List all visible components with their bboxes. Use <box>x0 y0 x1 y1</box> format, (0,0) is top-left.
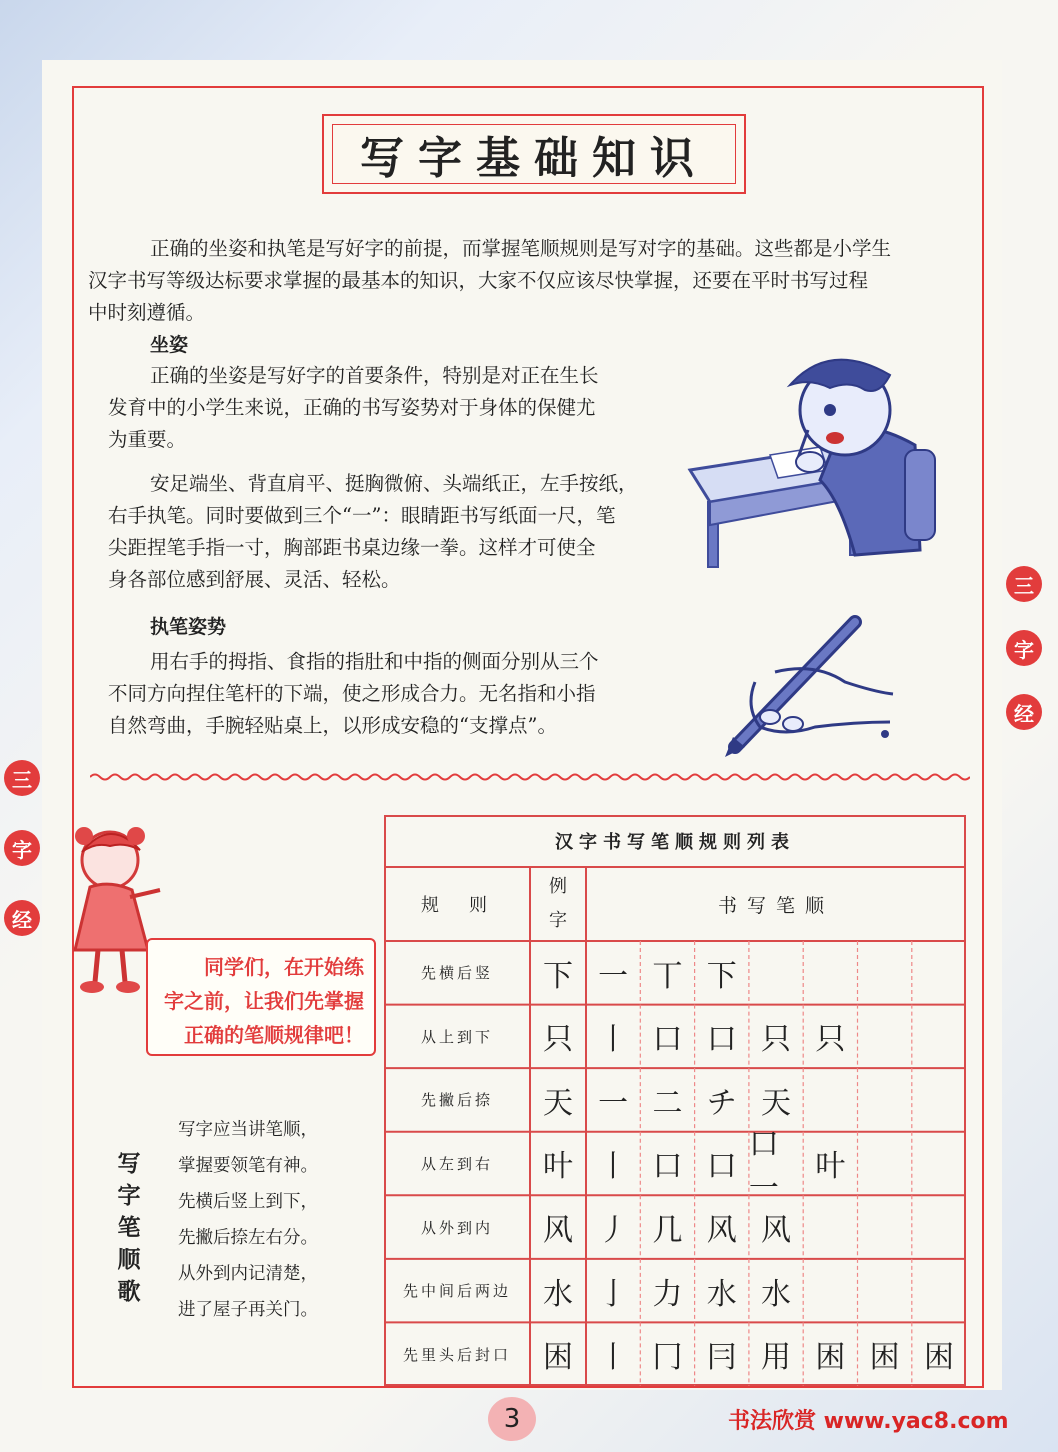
header-example <box>530 867 586 941</box>
stroke-step: 下 <box>706 958 737 994</box>
bubble-line-2: 字之前，让我们先掌握 <box>164 989 364 1013</box>
side-badge-san-right: 三 <box>1006 566 1042 602</box>
stroke-step: 水 <box>706 1276 737 1312</box>
pen-line-2: 不同方向捏住笔杆的下端，使之形成合力。无名指和小指 <box>108 682 596 705</box>
stroke-step: 口一 <box>748 1127 779 1207</box>
poem-line: 从外到内记清楚， <box>178 1264 318 1284</box>
poem-body <box>178 1112 318 1328</box>
stroke-step: 口 <box>652 1149 683 1185</box>
pen-line-3: 自然弯曲，手腕轻贴桌上，以形成安稳的“支撑点”。 <box>108 714 557 737</box>
side-badge-san-left: 三 <box>4 760 40 796</box>
pen-heading: 执笔姿势 <box>150 616 227 638</box>
side-badge-zi-right: 字 <box>1006 630 1042 666</box>
stroke-step: 丿 <box>598 1213 629 1249</box>
stroke-step: 叶 <box>815 1149 846 1185</box>
sitting-heading: 坐姿 <box>150 334 189 356</box>
sitting-p2-line-1: 安足端坐、背直肩平、挺胸微俯、头端纸正，左手按纸， <box>150 472 638 495</box>
stroke-step: 困 <box>869 1340 900 1376</box>
intro-line-2: 汉字书写等级达标要求掌握的最基本的知识，大家不仅应该尽快掌握，还要在平时书写过程 <box>88 269 869 292</box>
watermark: 书法欣赏 www.yac8.com <box>728 1409 1009 1434</box>
example-char: 下 <box>543 958 573 994</box>
sitting-p1-line-2: 发育中的小学生来说，正确的书写姿势对于身体的保健尤 <box>108 396 596 419</box>
stroke-step: 一 <box>598 958 629 994</box>
sitting-p2-line-3: 尖距捏笔手指一寸，胸部距书桌边缘一拳。这样才可使全 <box>108 536 596 559</box>
rule-label: 先里头后封口 <box>402 1345 511 1364</box>
stroke-step: 二 <box>652 1085 683 1121</box>
stroke-step: 丨 <box>598 1340 629 1376</box>
stroke-step: 口 <box>652 1022 683 1058</box>
stroke-step: 天 <box>761 1085 792 1121</box>
boy-writing-illustration <box>680 350 955 575</box>
poem-title <box>112 1148 146 1308</box>
stroke-step: 力 <box>652 1276 683 1312</box>
stroke-step: 水 <box>761 1276 792 1312</box>
stroke-step: 亅 <box>598 1276 629 1312</box>
stroke-step: 丨 <box>598 1149 629 1185</box>
poem-title-char: 笔 <box>117 1214 141 1241</box>
side-badge-zi-left: 字 <box>4 830 40 866</box>
stroke-step: 只 <box>761 1022 792 1058</box>
header-example-char: 例 <box>549 876 567 897</box>
rule-label: 从上到下 <box>420 1027 493 1046</box>
rule-label: 从外到内 <box>420 1218 493 1237</box>
poem-line: 先横后竖上到下， <box>178 1192 318 1212</box>
rule-label: 先中间后两边 <box>402 1282 511 1301</box>
stroke-step: 困 <box>923 1340 954 1376</box>
poem-title-char: 歌 <box>117 1278 141 1305</box>
stroke-step: 用 <box>761 1340 792 1376</box>
intro-line-1: 正确的坐姿和执笔是写好字的前提，而掌握笔顺规则是写对字的基础。这些都是小学生 <box>150 237 892 260</box>
wavy-divider <box>90 772 970 782</box>
table-title: 汉字书写笔顺规则列表 <box>555 832 795 853</box>
example-char: 叶 <box>543 1149 573 1185</box>
poem-title-char: 字 <box>117 1182 141 1209</box>
stroke-step: 冂 <box>652 1340 683 1376</box>
example-char: 困 <box>543 1340 573 1376</box>
stroke-step: 几 <box>652 1213 683 1249</box>
header-example-char: 字 <box>549 910 567 931</box>
intro-line-3: 中时刻遵循。 <box>88 301 206 324</box>
bubble-line-3: 正确的笔顺规律吧！ <box>184 1023 364 1047</box>
stroke-step: 丅 <box>652 958 683 994</box>
sitting-p2-line-2: 右手执笔。同时要做到三个“一”：眼睛距书写纸面一尺，笔 <box>108 504 616 527</box>
stroke-step: 冃 <box>706 1340 737 1376</box>
sitting-p1-line-3: 为重要。 <box>108 428 187 451</box>
rule-label: 先撇后捺 <box>420 1091 493 1110</box>
page-number: 3 <box>488 1397 536 1441</box>
stroke-step: 风 <box>706 1213 737 1249</box>
title-box <box>322 114 746 194</box>
poem-line: 写字应当讲笔顺， <box>178 1120 318 1140</box>
stroke-step: チ <box>706 1085 737 1121</box>
stroke-step: 丨 <box>598 1022 629 1058</box>
stroke-step: 困 <box>815 1340 846 1376</box>
speech-bubble <box>146 938 376 1056</box>
poem-line: 掌握要领笔有神。 <box>178 1156 318 1176</box>
rule-label: 从左到右 <box>420 1154 493 1173</box>
stroke-step: 风 <box>761 1213 792 1249</box>
hand-holding-pen-illustration <box>715 612 905 757</box>
header-rule: 规 则 <box>421 895 493 916</box>
example-char: 水 <box>543 1276 573 1312</box>
poem-line: 先撇后捺左右分。 <box>178 1228 318 1248</box>
rule-label: 先横后竖 <box>420 964 493 983</box>
stroke-step: 口 <box>706 1022 737 1058</box>
poem-title-char: 顺 <box>117 1246 141 1273</box>
poem-line: 进了屋子再关门。 <box>178 1300 318 1320</box>
page-title: 写字基础知识 <box>360 133 708 184</box>
bubble-line-1: 同学们，在开始练 <box>204 955 364 979</box>
stroke-step: 一 <box>598 1085 629 1121</box>
example-char: 天 <box>543 1085 573 1121</box>
stroke-step: 口 <box>706 1149 737 1185</box>
side-badge-jing-left: 经 <box>4 900 40 936</box>
example-char: 风 <box>543 1213 573 1249</box>
side-badge-jing-right: 经 <box>1006 694 1042 730</box>
example-char: 只 <box>543 1022 573 1058</box>
stroke-step: 只 <box>815 1022 846 1058</box>
sitting-p1-line-1: 正确的坐姿是写好字的首要条件，特别是对正在生长 <box>150 364 599 387</box>
sitting-p2-line-4: 身各部位感到舒展、灵活、轻松。 <box>108 568 401 591</box>
header-order: 书写笔顺 <box>717 894 834 917</box>
poem-title-char: 写 <box>117 1150 141 1177</box>
pen-line-1: 用右手的拇指、食指的指肚和中指的侧面分别从三个 <box>150 650 599 673</box>
